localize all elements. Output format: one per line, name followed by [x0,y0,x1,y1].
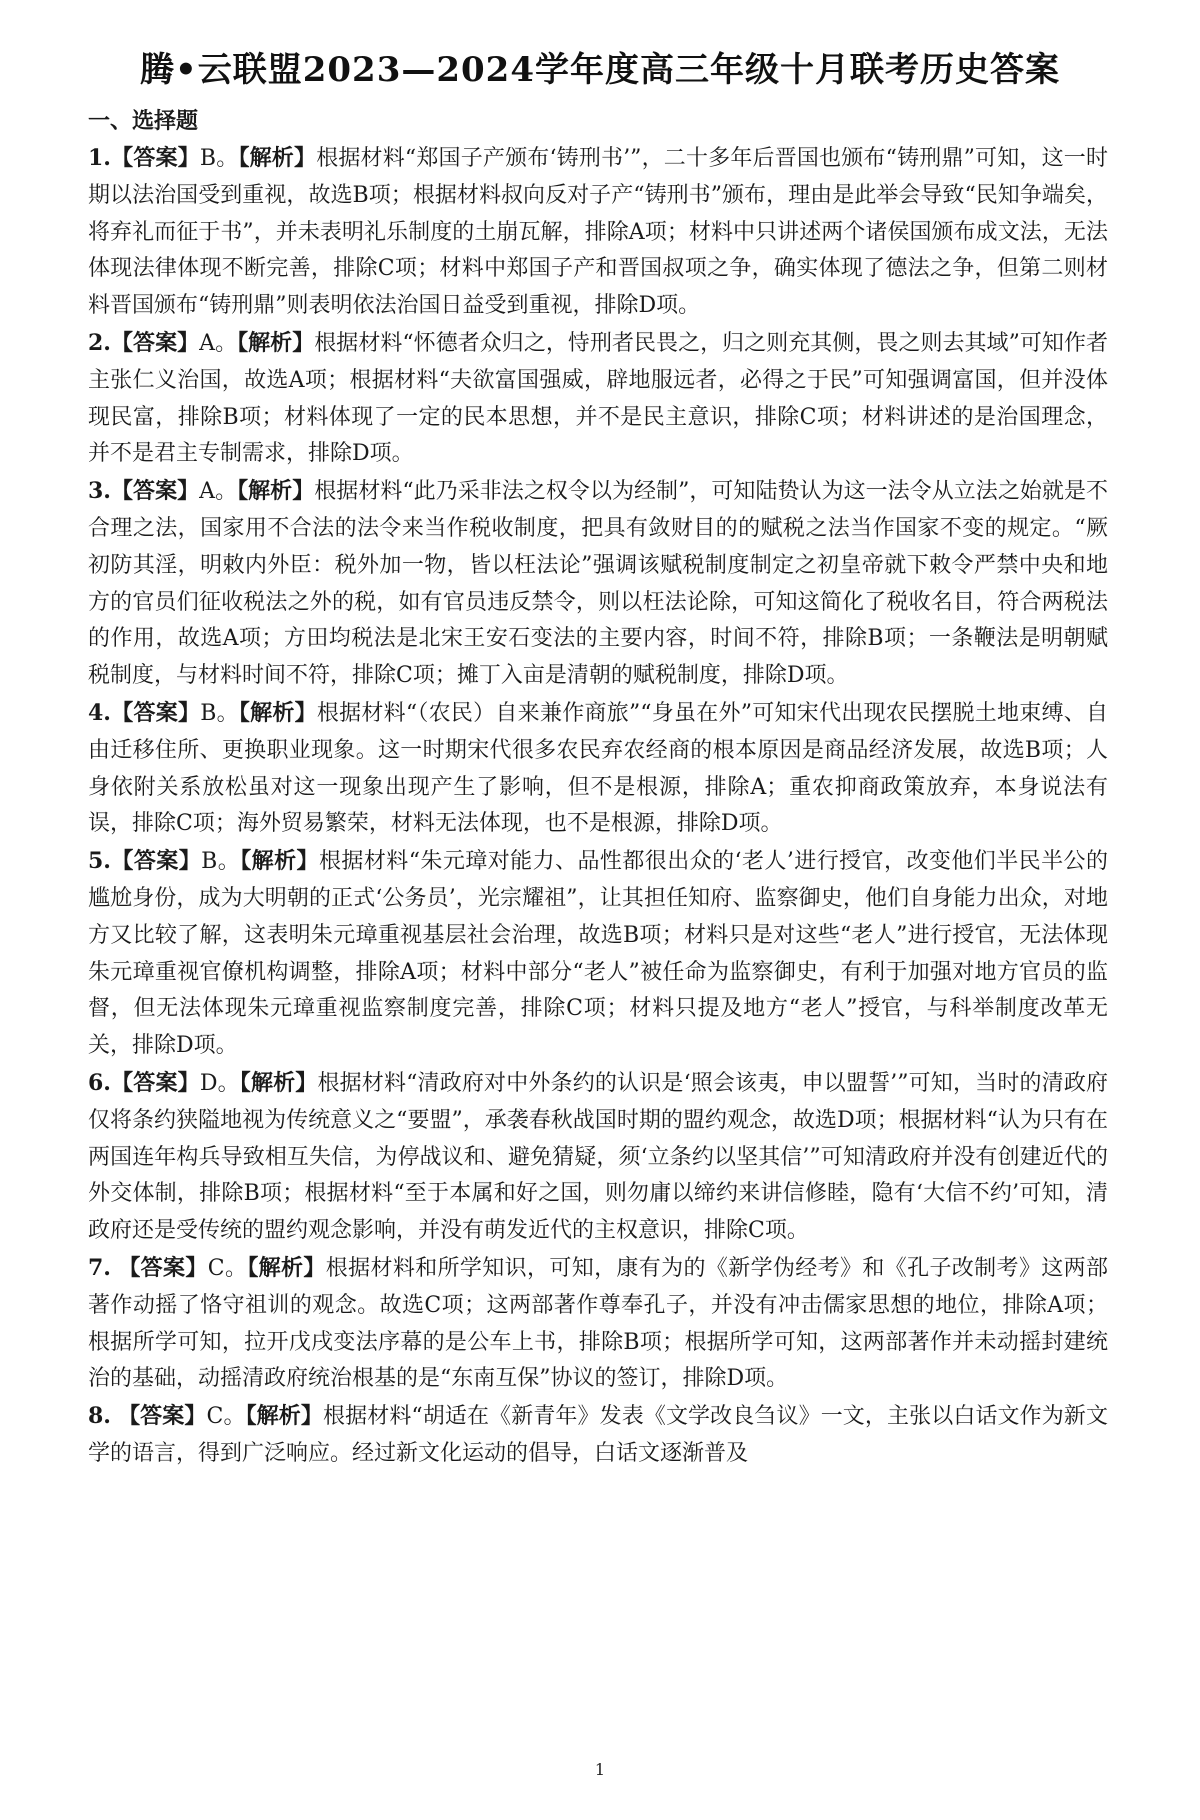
analysis-text: 根据材料“朱元璋对能力、品性都很出众的‘老人’进行授官，改变他们半民半公的尴尬身份，成为大明朝的正式‘公务员’，光宗耀祖”，让其担任知府、监察御史，他们自身能力出众，对地方又比较了解，这表明朱元璋重视基层社会治理，故选B项；材料只是对这些“老人”进行授官，无法体现朱元璋重视官僚机构调整，排除A项；材料中部分“老人”被任命为监察御史，有利于加强对地方官员的监督，但无法体现朱元璋重视监察制度完善，排除C项；材料只提及地方“老人”授官，与科举制度改革无关，排除D项。 [88,849,1108,1059]
analysis-text: 根据材料“（农民）自来兼作商旅”“身虽在外”可知宋代出现农民摆脱土地束缚、自由迁移住所、更换职业现象。这一时期宋代很多农民弃农经商的根本原因是商品经济发展，故选B项；人身依附关系放松虽对这一现象出现产生了影响，但不是根源，排除A；重农抑商政策放弃，本身说法有误，排除C项；海外贸易繁荣，材料无法体现，也不是根源，排除D项。 [88,700,1108,837]
answer-tag: 【答案】 [118,1254,208,1281]
answer-choice: A。 [199,479,238,505]
answer-choice: C。 [207,1255,248,1281]
item-number: 1. [88,145,111,171]
answer-tag: 【答案】 [118,1403,207,1430]
analysis-text: 根据材料和所学知识，可知，康有为的《新学伪经考》和《孔子改制考》这两部著作动摇了恪守祖训的观念。故选C项；这两部著作尊奉孔子，并没有冲击儒家思想的地位，排除A项；根据所学可知，拉开戊戌变法序幕的是公车上书，排除B项；根据所学可知，这两部著作并未动摇封建统治的基础，动摇清政府统治根基的是“东南互保”协议的签订，排除D项。 [88,1255,1108,1392]
answer-tag: 【答案】 [110,699,201,726]
item-number: 2. [88,329,111,356]
item-number: 8. [88,1403,111,1430]
analysis-tag: 【解析】 [245,1403,323,1430]
answer-item-5 [88,843,1108,1065]
answer-choice: C。 [206,1404,246,1430]
analysis-tag: 【解析】 [240,848,319,875]
analysis-tag: 【解析】 [237,329,315,356]
analysis-tag: 【解析】 [238,145,317,171]
item-number: 6. [88,1069,111,1096]
section-heading: 一、选择题 [88,108,199,134]
item-number: 5. [88,848,111,875]
answer-choice: B。 [199,146,239,171]
analysis-tag: 【解析】 [238,699,317,726]
document-title: 腾•云联盟2023—2024学年度高三年级十月联考历史答案 [140,50,1060,90]
item-number: 4. [88,699,111,726]
answer-item-6 [88,1065,1108,1250]
answer-tag: 【答案】 [110,1069,200,1096]
analysis-tag: 【解析】 [237,478,315,505]
answer-tag: 【答案】 [110,145,200,171]
item-number: 7. [88,1254,111,1281]
answer-tag: 【答案】 [110,478,200,505]
analysis-text: 根据材料“清政府对中外条约的认识是‘照会该夷，申以盟誓’”可知，当时的清政府仅将条约狭隘地视为传统意义之“要盟”，承袭春秋战国时期的盟约观念，故选D项；根据材料“认为只有在两国连年构兵导致相互失信，为停战议和、避免猜疑，须‘立条约以坚其信’”可知清政府并没有创建近代的外交体制，排除B项；根据材料“至于本属和好之国，则勿庸以缔约来讲信修睦，隐有‘大信不约’可知，清政府还是受传统的盟约观念影响，并没有萌发近代的主权意识，排除C项。 [88,1070,1108,1244]
analysis-text: 根据材料“怀德者众归之，恃刑者民畏之，归之则充其侧，畏之则去其域”可知作者主张仁义治国，故选A项；根据材料“夫欲富国强威，辟地服远者，必得之于民”可知强调富国，但并没体现民富，排除B项；材料体现了一定的民本思想，并不是民主意识，排除C项；材料讲述的是治国理念，并不是君主专制需求，排除D项。 [88,330,1108,467]
page-number: 1 [594,1760,606,1779]
analysis-text: 根据材料“胡适在《新青年》发表《文学改良刍议》一文，主张以白话文作为新文学的语言，得到广泛响应。经过新文化运动的倡导，白话文逐渐普及 [88,1404,1108,1466]
analysis-tag: 【解析】 [239,1069,318,1096]
answer-choice: B。 [200,700,239,726]
answer-tag: 【答案】 [110,329,200,356]
answer-item-7 [88,1250,1108,1398]
answer-item-8 [88,1398,1108,1473]
answer-choice: B。 [201,849,241,875]
answer-choice: D。 [199,1070,240,1096]
answer-item-3 [88,473,1108,695]
answer-item-4 [88,695,1108,843]
answer-item-2 [88,325,1108,473]
analysis-text: 根据材料“此乃采非法之权令以为经制”，可知陆贽认为这一法令从立法之始就是不合理之法，国家用不合法的法令来当作税收制度，把具有敛财目的的赋税之法当作国家不变的规定。“厥初防其淫，明敕内外臣：税外加一物，皆以枉法论”强调该赋税制度制定之初皇帝就下敕令严禁中央和地方的官员们征收税法之外的税，如有官员违反禁令，则以枉法论除，可知这简化了税收名目，符合两税法的作用，故选A项；方田均税法是北宋王安石变法的主要内容，时间不符，排除B项；一条鞭法是明朝赋税制度，与材料时间不符，排除C项；摊丁入亩是清朝的赋税制度，排除D项。 [88,479,1108,689]
answer-tag: 【答案】 [110,848,202,875]
answer-choice: A。 [199,330,238,356]
answer-item-1 [88,140,1108,325]
answer-list [88,140,1108,1473]
analysis-tag: 【解析】 [247,1254,326,1281]
analysis-text: 根据材料“郑国子产颁布‘铸刑书’”，二十多年后晋国也颁布“铸刑鼎”可知，这一时期以法治国受到重视，故选B项；根据材料叔向反对子产“铸刑书”颁布，理由是此举会导致“民知争端矣，将弃礼而征于书”，并未表明礼乐制度的土崩瓦解，排除A项；材料中只讲述两个诸侯国颁布成文法，无法体现法律体现不断完善，排除C项；材料中郑国子产和晋国叔项之争，确实体现了德法之争，但第二则材料晋国颁布“铸刑鼎”则表明依法治国日益受到重视，排除D项。 [88,146,1108,319]
item-number: 3. [88,478,111,505]
